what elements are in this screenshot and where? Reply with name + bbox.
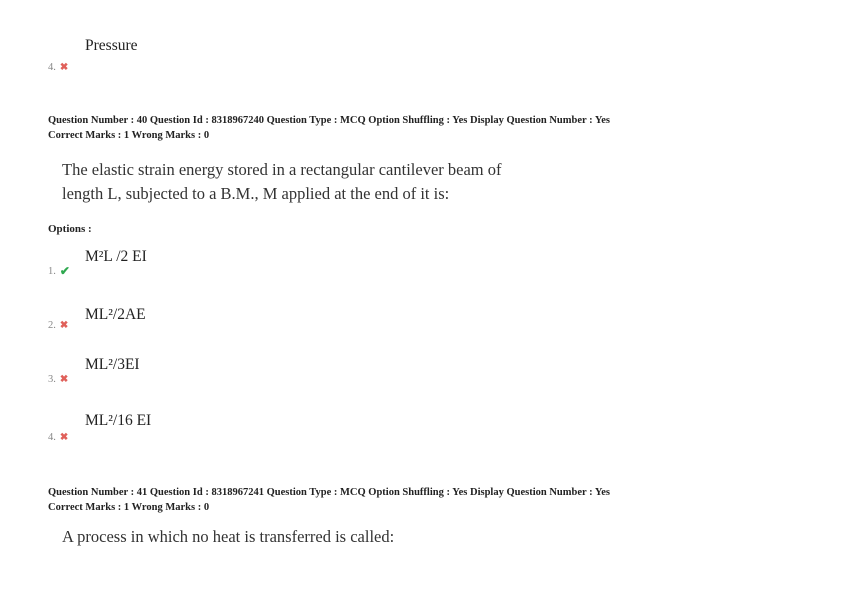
wrong-mark-icon: ✖: [59, 62, 69, 73]
check-icon: ✔: [59, 264, 70, 278]
q40-option-4-number: 4.: [48, 432, 56, 443]
wrong-mark-icon: ✖: [59, 432, 69, 443]
wrong-mark-icon: ✖: [59, 320, 69, 331]
options-label: Options :: [48, 223, 92, 235]
q40-text-line1: The elastic strain energy stored in a rectangular cantilever beam of: [62, 160, 502, 179]
q40-option-4-text: ML²/16 EI: [85, 412, 152, 429]
q40-option-4-number-row: [48, 432, 68, 443]
q41-meta: [48, 485, 610, 515]
q40-option-2-number: 2.: [48, 320, 56, 331]
q40-option-1-number-row: [48, 264, 70, 279]
q40-option-2-number-row: [48, 320, 68, 331]
q41-meta-line1: Question Number : 41 Question Id : 8318967241 Question Type : MCQ Option Shuffling : Yes Display Question Number : Yes: [48, 487, 611, 498]
prev-option-4-text: Pressure: [85, 37, 138, 54]
q41-question-text: A process in which no heat is transferred is called:: [62, 527, 395, 546]
wrong-mark-icon: ✖: [59, 374, 69, 385]
q40-meta-line2: Correct Marks : 1 Wrong Marks : 0: [48, 130, 210, 141]
q40-option-3-text: ML²/3EI: [85, 356, 140, 373]
q40-meta-line1: Question Number : 40 Question Id : 8318967240 Question Type : MCQ Option Shuffling : Yes Display Question Number : Yes: [48, 115, 611, 126]
q41-meta-line2: Correct Marks : 1 Wrong Marks : 0: [48, 502, 210, 513]
q40-question-text: [62, 158, 502, 206]
q40-option-1-text: M²L /2 EI: [85, 248, 147, 265]
q40-option-3-number: 3.: [48, 374, 56, 385]
q40-text-line2: length L, subjected to a B.M., M applied at the end of it is:: [62, 184, 450, 203]
prev-option-4-number: 4.: [48, 62, 56, 73]
q40-option-2-text: ML²/2AE: [85, 306, 146, 323]
q40-option-1-number: 1.: [48, 266, 56, 277]
q40-meta: [48, 113, 610, 143]
prev-option-4-number-row: [48, 62, 68, 73]
q40-option-3-number-row: [48, 374, 68, 385]
